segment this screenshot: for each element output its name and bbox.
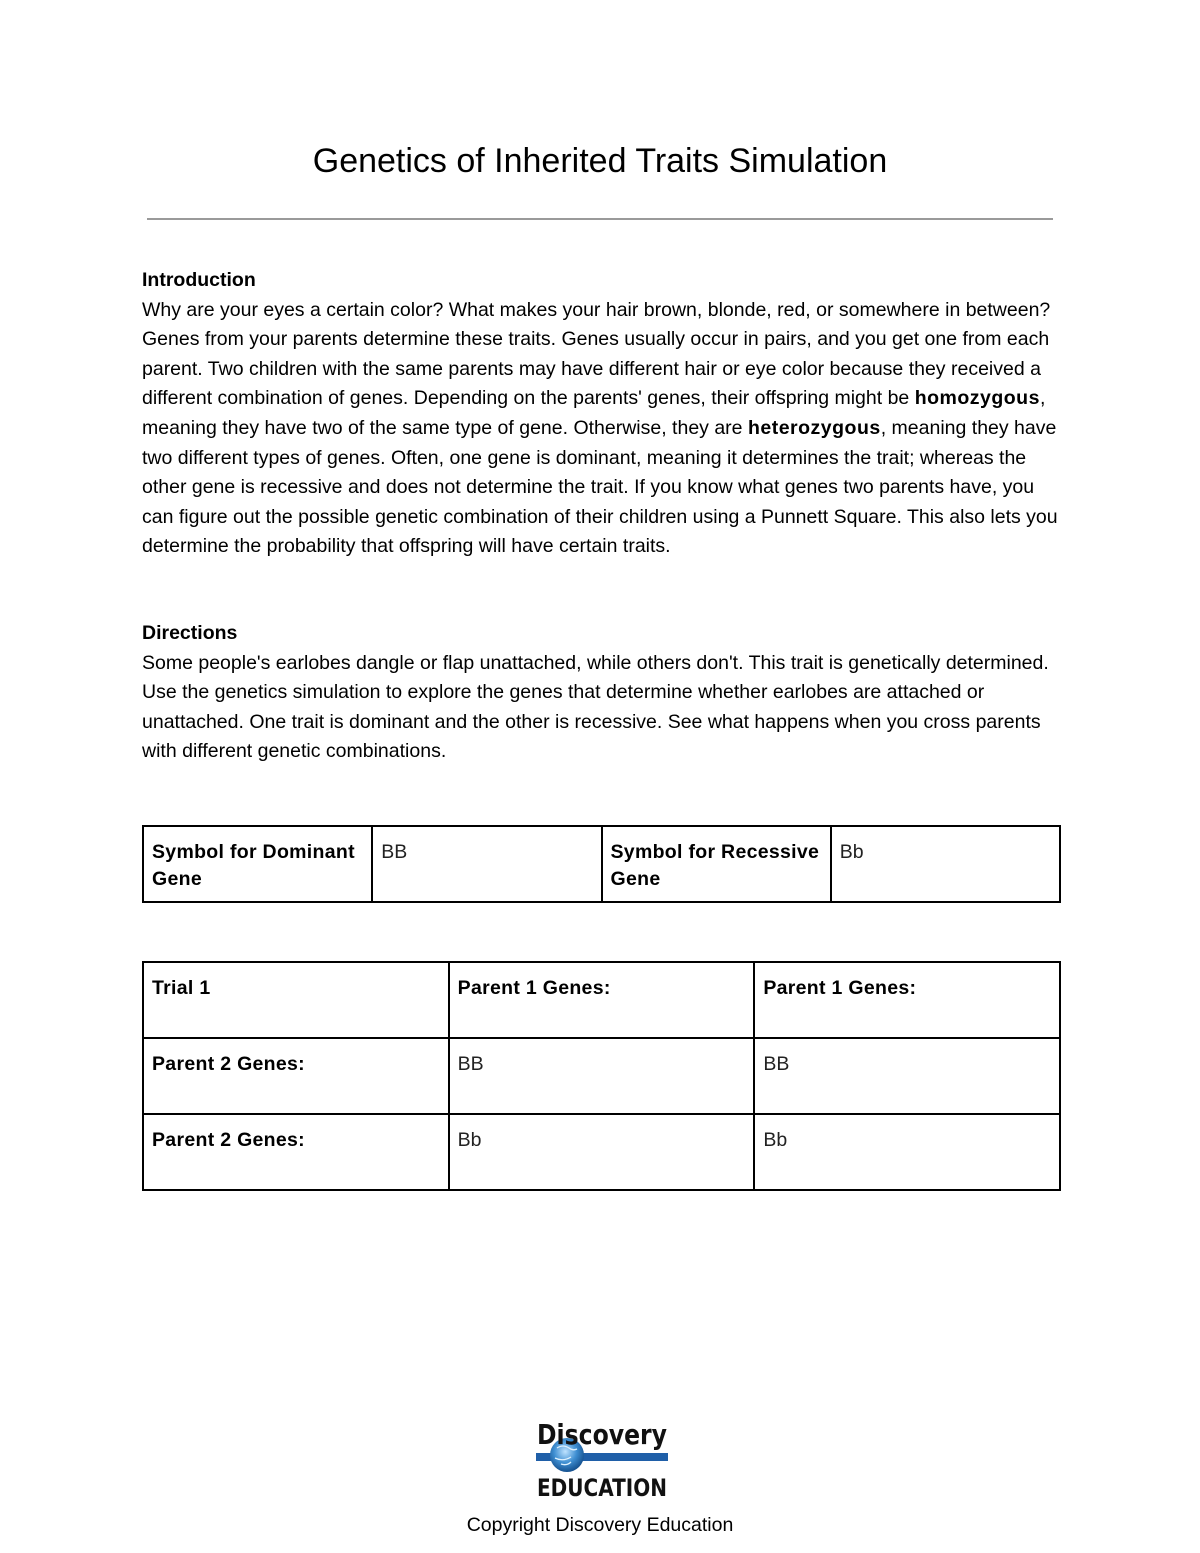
introduction-paragraph bbox=[142, 296, 1062, 562]
cross-result-cell[interactable]: Bb bbox=[754, 1114, 1060, 1190]
discovery-education-logo bbox=[535, 1418, 669, 1500]
term-homozygous: homozygous bbox=[914, 387, 1040, 410]
intro-text-3: , meaning they have two different types of genes. Often, one gene is dominant, meaning it determines the trait; whereas the other gene is recessive and does not determine the trait. If you know what genes two parents have, you can figure out the possible genetic combination of their children using a Punnett Square. This also lets you determine the probability that offspring will have certain traits. bbox=[142, 416, 1058, 558]
parent-1-header-cell: Parent 1 Genes: bbox=[754, 962, 1060, 1038]
cross-result-cell[interactable]: BB bbox=[754, 1038, 1060, 1114]
logo-wordmark-top: Discovery bbox=[537, 1418, 667, 1451]
parent-2-label-cell: Parent 2 Genes: bbox=[143, 1038, 449, 1114]
gene-symbols-table bbox=[142, 825, 1061, 903]
directions-paragraph: Some people's earlobes dangle or flap unattached, while others don't. This trait is genetically determined. Use the genetics simulation to explore the genes that determine whether earlobes are attached or unattached. One trait is dominant and the other is recessive. See what happens when you cross parents with different genetic combinations. bbox=[142, 651, 1049, 763]
intro-text-2: , meaning they have two of the same type of gene. Otherwise, they are bbox=[142, 387, 1046, 439]
introduction-heading: Introduction bbox=[142, 269, 256, 291]
directions-heading: Directions bbox=[142, 622, 238, 644]
dominant-value-cell[interactable]: BB bbox=[372, 826, 601, 902]
table-row bbox=[143, 826, 1060, 902]
document-title: Genetics of Inherited Traits Simulation bbox=[312, 142, 888, 180]
directions-section bbox=[142, 619, 1062, 767]
cross-result-cell[interactable]: Bb bbox=[449, 1114, 755, 1190]
copyright-footer: Copyright Discovery Education bbox=[466, 1514, 734, 1536]
term-heterozygous: heterozygous bbox=[747, 416, 881, 439]
table-header-row bbox=[143, 962, 1060, 1038]
trial-1-table bbox=[142, 961, 1061, 1191]
table-row bbox=[143, 1114, 1060, 1190]
logo-wordmark-bottom: EDUCATION bbox=[537, 1474, 667, 1502]
intro-text-1: Why are your eyes a certain color? What makes your hair brown, blonde, red, or somewhere in between? Genes from your parents determine these traits. Genes usually occur in pairs, and you get one from each parent. Two children with the same parents may have different hair or eye color because they received a different combination of genes. Depending on the parents' genes, their offspring might be bbox=[142, 298, 1051, 410]
recessive-label-cell: Symbol for Recessive Gene bbox=[602, 826, 831, 902]
table-row bbox=[143, 1038, 1060, 1114]
cross-result-cell[interactable]: BB bbox=[449, 1038, 755, 1114]
dominant-label-cell: Symbol for Dominant Gene bbox=[143, 826, 372, 902]
parent-1-header-cell: Parent 1 Genes: bbox=[449, 962, 755, 1038]
trial-label-cell: Trial 1 bbox=[143, 962, 449, 1038]
recessive-value-cell[interactable]: Bb bbox=[831, 826, 1060, 902]
parent-2-label-cell: Parent 2 Genes: bbox=[143, 1114, 449, 1190]
title-divider bbox=[147, 218, 1053, 220]
introduction-section bbox=[142, 266, 1062, 562]
